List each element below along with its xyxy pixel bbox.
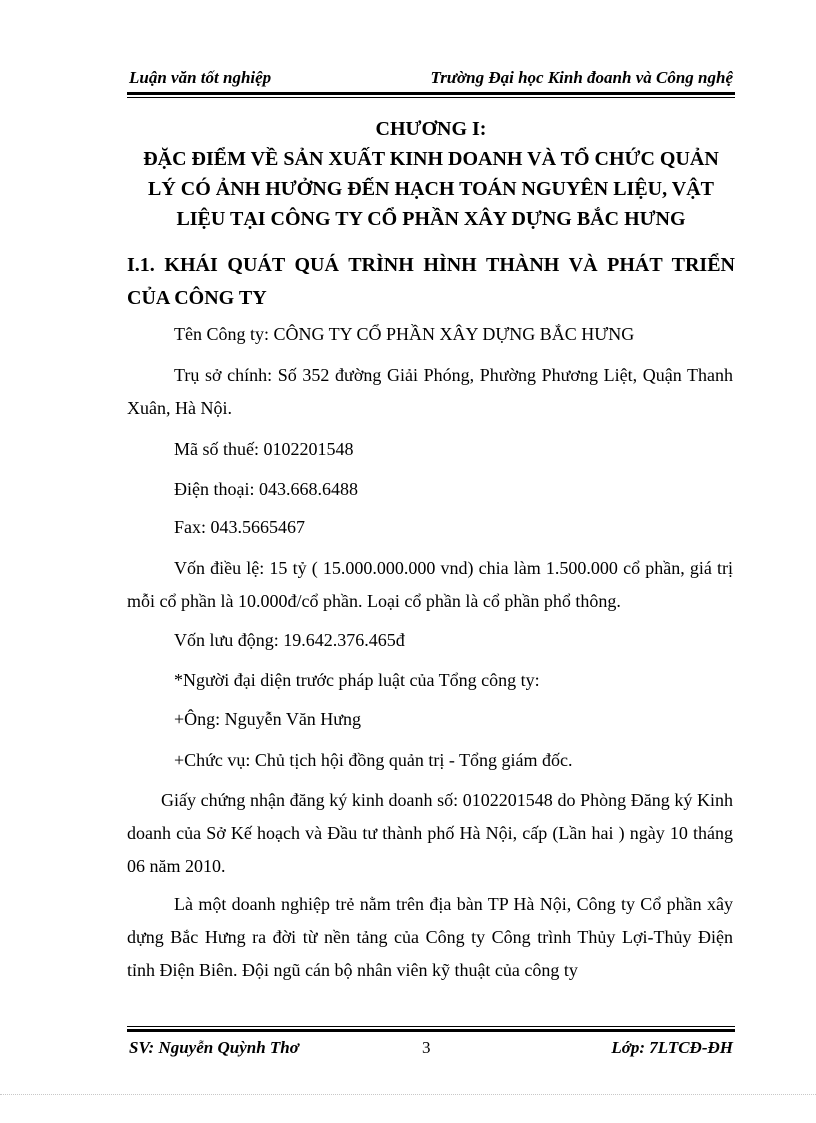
chapter-title: CHƯƠNG I: (375, 118, 487, 140)
working-capital-line: Vốn lưu động: 19.642.376.465đ (174, 630, 405, 650)
fax-line: Fax: 043.5665467 (174, 517, 306, 537)
legal-rep-intro-line: *Người đại diện trước pháp luật của Tổng công ty: (174, 670, 540, 690)
footer-rule-thin (127, 1026, 735, 1027)
chapter-subtitle: ĐẶC ĐIỂM VỀ SẢN XUẤT KINH DOANH VÀ TỔ CHỨC QUẢN LÝ CÓ ẢNH HƯỞNG ĐẾN HẠCH TOÁN NGUYÊN LIỆU, VẬT LIỆU TẠI CÔNG TY CỔ PHẦN XÂY DỰNG BẮC HƯNG (143, 148, 719, 230)
legal-rep-position-line: +Chức vụ: Chủ tịch hội đồng quản trị - Tổng giám đốc. (174, 750, 573, 770)
page-header (127, 66, 735, 90)
tax-code-line: Mã số thuế: 0102201548 (174, 439, 354, 459)
company-name-line: Tên Công ty: CÔNG TY CỔ PHẦN XÂY DỰNG BẮC HƯNG (174, 324, 635, 344)
head-office-paragraph: Trụ sở chính: Số 352 đường Giải Phóng, Phường Phương Liệt, Quận Thanh Xuân, Hà Nội. (127, 365, 733, 418)
page-edge-divider (0, 1094, 816, 1095)
footer-page-number: 3 (422, 1038, 431, 1057)
header-thesis-label: Luận văn tốt nghiệp (129, 68, 272, 87)
footer-rule-thick (127, 1029, 735, 1032)
business-registration-paragraph: Giấy chứng nhận đăng ký kinh doanh số: 0102201548 do Phòng Đăng ký Kinh doanh của Sở Kế hoạch và Đầu tư thành phố Hà Nội, cấp (Lần hai ) ngày 10 tháng 06 năm 2010. (127, 790, 733, 876)
history-paragraph: Là một doanh nghiệp trẻ nằm trên địa bàn TP Hà Nội, Công ty Cổ phần xây dựng Bắc Hưng ra đời từ nền tảng của Công ty Công trình Thủy Lợi-Thủy Điện tỉnh Điện Biên. Đội ngũ cán bộ nhân viên kỹ thuật của công ty (127, 894, 733, 980)
section-heading: I.1. KHÁI QUÁT QUÁ TRÌNH HÌNH THÀNH VÀ PHÁT TRIỂN CỦA CÔNG TY (127, 254, 735, 309)
phone-line: Điện thoại: 043.668.6488 (174, 479, 358, 499)
footer-class-code: Lớp: 7LTCĐ-ĐH (611, 1038, 733, 1057)
header-university-name: Trường Đại học Kinh đoanh và Công nghệ (430, 68, 733, 87)
header-rule-thin (127, 97, 735, 98)
page-footer (127, 1036, 735, 1060)
header-rule-thick (127, 92, 735, 95)
charter-capital-paragraph: Vốn điều lệ: 15 tỷ ( 15.000.000.000 vnd) chia làm 1.500.000 cổ phần, giá trị mỗi cổ phần là 10.000đ/cổ phần. Loại cổ phần là cổ phần phổ thông. (127, 558, 733, 611)
footer-student-name: SV: Nguyễn Quỳnh Thơ (129, 1038, 299, 1057)
legal-rep-name-line: +Ông: Nguyễn Văn Hưng (174, 709, 362, 729)
